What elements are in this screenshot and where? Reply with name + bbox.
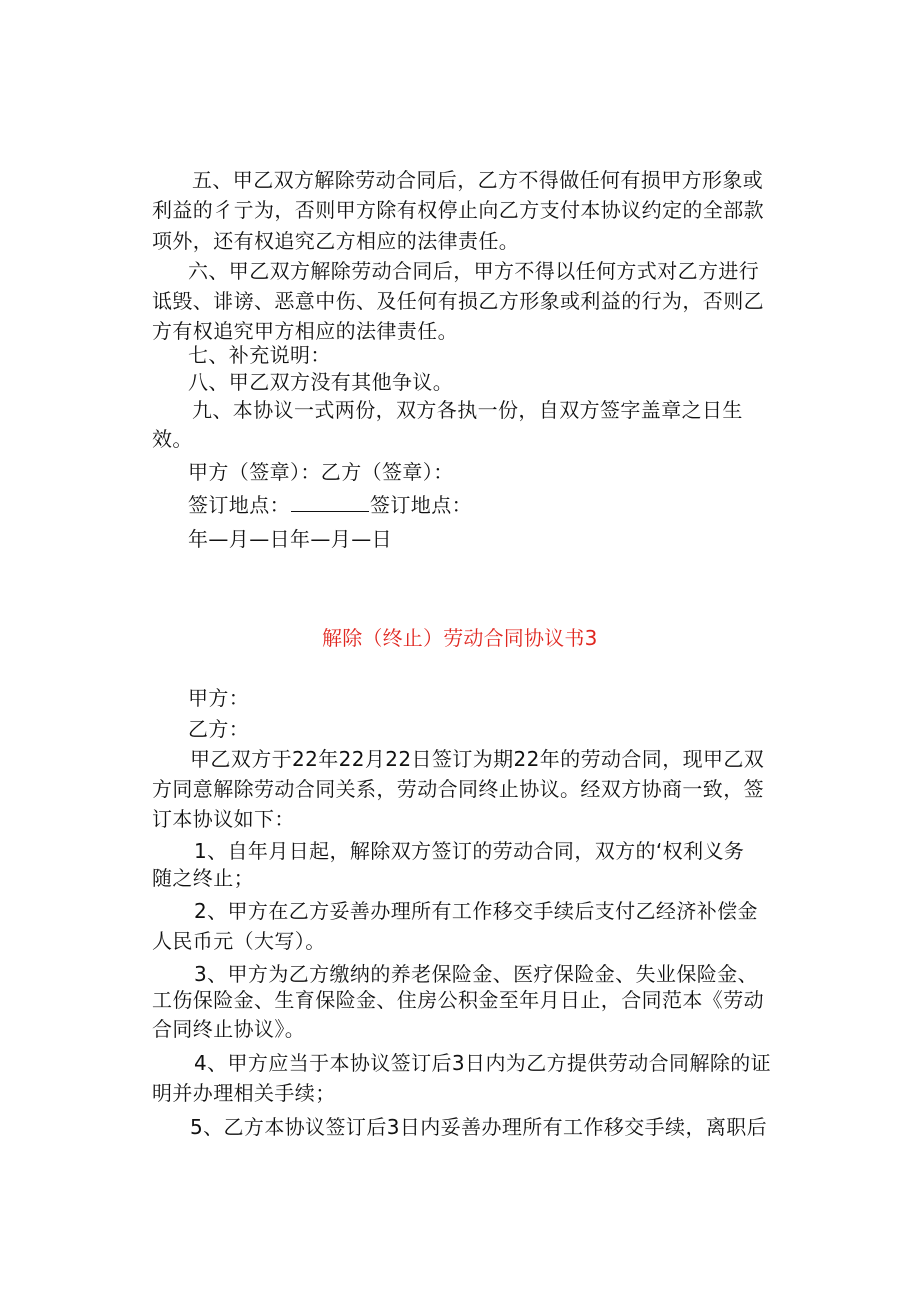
signing-place-line — [188, 493, 472, 517]
clause-6-line-1: 六、甲乙双方解除劳动合同后，甲方不得以任何方式对乙方进行 — [188, 259, 760, 283]
intro-line-1: 甲乙双方于22年22月22日签订为期22年的劳动合同，现甲乙双 — [190, 747, 765, 771]
signing-place-b: 签订地点： — [370, 493, 472, 517]
signing-place-a: 签订地点： — [188, 493, 290, 517]
signing-place-blank — [291, 493, 369, 512]
intro-line-3: 订本协议如下： — [152, 807, 295, 831]
signature-line: 甲方（签章）：乙方（签章）： — [188, 460, 454, 484]
clause-5-line-1: 五、甲乙双方解除劳动合同后，乙方不得做任何有损甲方形象或 — [192, 168, 764, 192]
clause-3-3-line-2: 工伤保险金、生育保险金、住房公积金至年月日止，合同范本《劳动 — [152, 988, 764, 1012]
clause-8: 八、甲乙双方没有其他争议。 — [188, 370, 454, 394]
clause-5-line-3: 项外，还有权追究乙方相应的法律责任。 — [152, 229, 520, 253]
agreement-title: 解除（终止）劳动合同协议书3 — [322, 626, 598, 650]
clause-9-line-2: 效。 — [152, 427, 193, 451]
clause-3-3-line-3: 合同终止协议》。 — [152, 1017, 306, 1041]
clause-3-4-line-1: 4、甲方应当于本协议签订后3日内为乙方提供劳动合同解除的证 — [194, 1051, 772, 1075]
clause-6-line-3: 方有权追究甲方相应的法律责任。 — [152, 319, 458, 343]
clause-3-4-line-2: 明并办理相关手续； — [152, 1081, 336, 1105]
clause-3-5-line-1: 5、乙方本协议签订后3日内妥善办理所有工作移交手续，离职后 — [190, 1115, 768, 1139]
clause-3-1-line-2: 随之终止； — [152, 866, 254, 890]
clause-9-line-1: 九、本协议一式两份，双方各执一份，自双方签字盖章之日生 — [192, 398, 743, 422]
party-b-label: 乙方： — [188, 717, 250, 741]
clause-6-line-2: 诋毁、诽谤、恶意中伤、及任何有损乙方形象或利益的行为，否则乙 — [152, 289, 764, 313]
clause-3-1-line-1: 1、自年月日起，解除双方签订的劳动合同，双方的‘权利义务 — [194, 839, 745, 863]
intro-line-2: 方同意解除劳动合同关系，劳动合同终止协议。经双方协商一致，签 — [152, 777, 764, 801]
clause-3-2-line-2: 人民币元（大写）。 — [152, 929, 326, 953]
party-a-label: 甲方： — [188, 686, 250, 710]
clause-3-3-line-1: 3、甲方为乙方缴纳的养老保险金、医疗保险金、失业保险金、 — [194, 962, 758, 986]
clause-5-line-2: 利益的彳亍为，否则甲方除有权停止向乙方支付本协议约定的全部款 — [152, 198, 764, 222]
date-line: 年—月—日年—月—日 — [188, 527, 392, 551]
clause-3-2-line-1: 2、甲方在乙方妥善办理所有工作移交手续后支付乙经济补偿金 — [194, 899, 758, 923]
clause-7: 七、补充说明： — [188, 343, 331, 367]
